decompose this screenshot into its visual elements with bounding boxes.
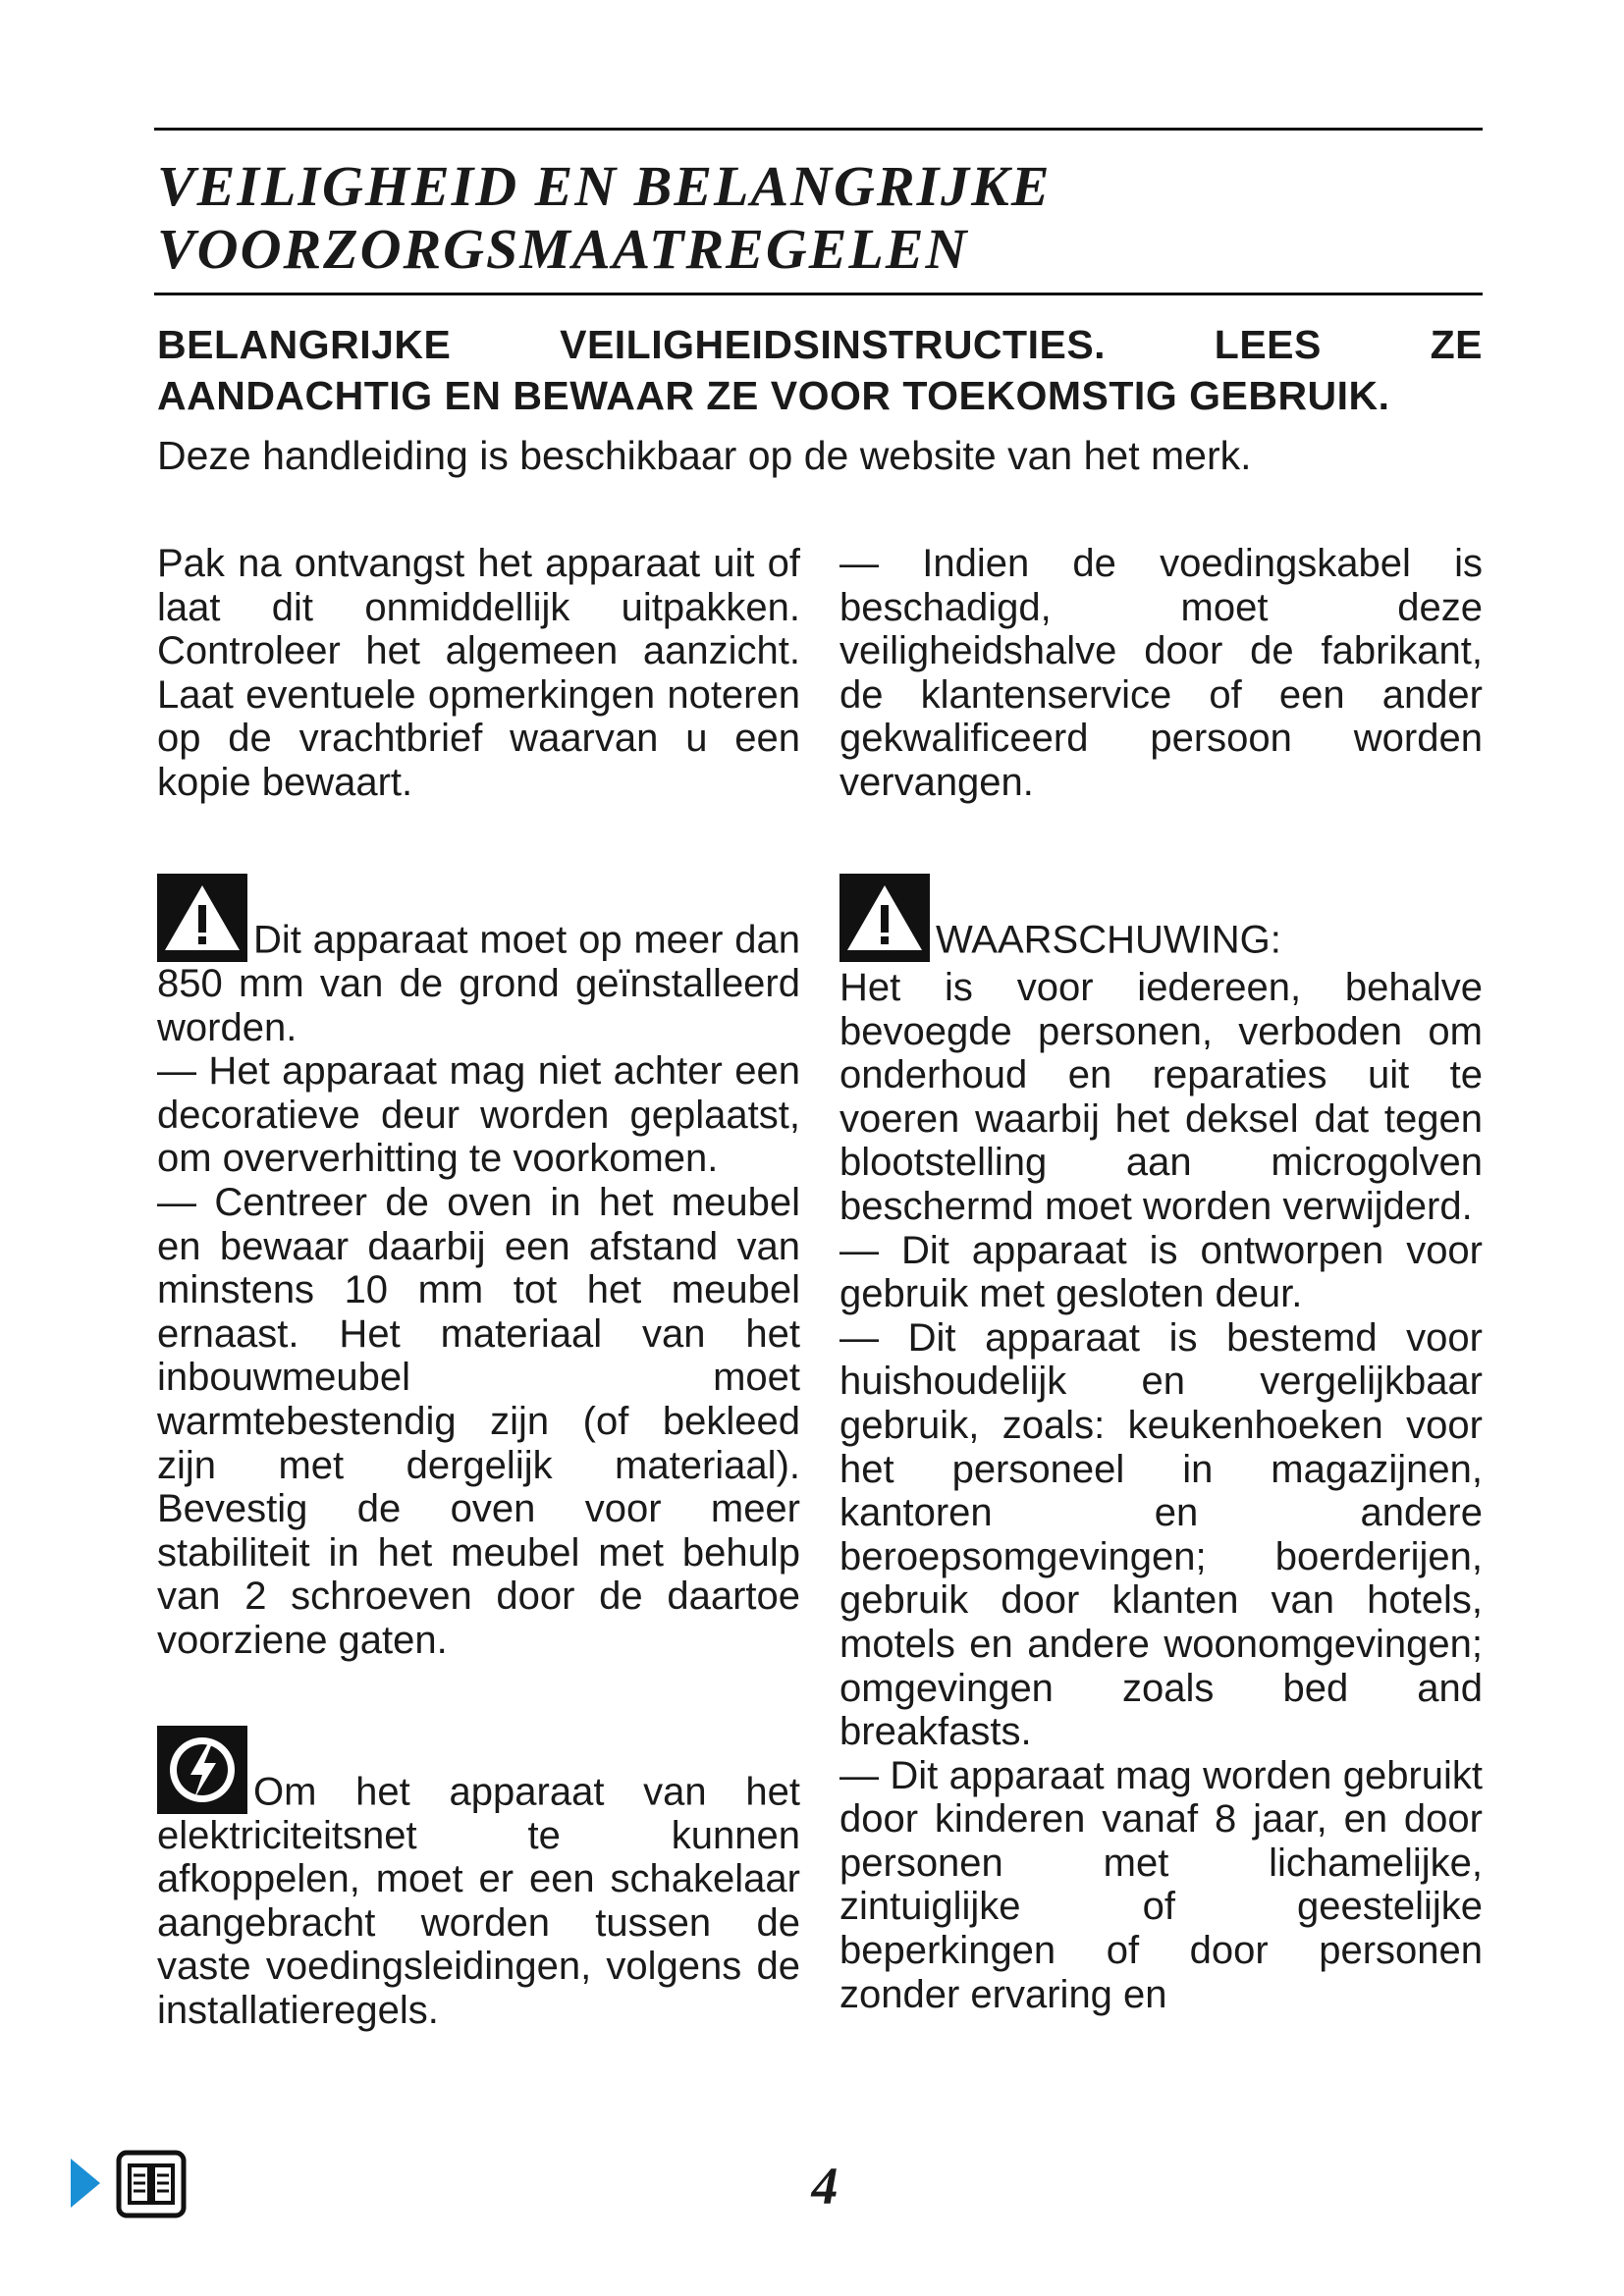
power-cable-text: — Indien de voedingskabel is beschadigd, moet deze veiligheidshalve door de fabrikant, de klantenservice of een ander gekwalificeerd persoon worden vervangen. bbox=[839, 542, 1483, 804]
decorative-door-text: — Het apparaat mag niet achter een decoratieve deur worden geplaatst, om oververhitting te voorkomen. bbox=[157, 1049, 800, 1181]
title-line-1: VEILIGHEID EN BELANGRIJKE bbox=[157, 154, 1052, 218]
right-warning-section bbox=[839, 874, 1483, 2016]
subheading-line-1: BELANGRIJKE VEILIGHEIDSINSTRUCTIES. LEES ZE bbox=[157, 322, 1483, 367]
children-text: — Dit apparaat mag worden gebruikt door kinderen vanaf 8 jaar, en door personen met lichamelijke, zintuiglijke of geestelijke beperkingen of door personen zonder ervaring en bbox=[839, 1753, 1483, 2016]
warning-text: Het is voor iedereen, behalve bevoegde personen, verboden om onderhoud en reparaties uit te voeren waarbij het deksel dat tegen blootstelling aan microgolven beschermd moet worden verwijderd. bbox=[839, 966, 1483, 1228]
warning-triangle-icon bbox=[839, 874, 930, 962]
page-number: 4 bbox=[811, 2157, 839, 2216]
warning-triangle-icon bbox=[157, 874, 247, 962]
safety-subheading bbox=[157, 319, 1483, 421]
install-height-paragraph bbox=[157, 874, 800, 1049]
electric-hazard-icon bbox=[157, 1726, 247, 1814]
intro-text: Deze handleiding is beschikbaar op de website van het merk. bbox=[157, 433, 1252, 478]
top-rule bbox=[154, 128, 1483, 131]
install-height-text: Dit apparaat moet op meer dan 850 mm van de grond geïnstalleerd worden. bbox=[157, 918, 800, 1049]
warning-heading bbox=[839, 874, 1483, 962]
contents-book-icon[interactable] bbox=[116, 2150, 187, 2218]
center-oven-text: — Centreer de oven in het meubel en bewaar daarbij een afstand van minstens 10 mm tot het meubel ernaast. Het materiaal van het inbouwmeubel moet warmtebestendig zijn (of bekleed zijn met dergelijk materiaal). Bevestig de oven voor meer stabiliteit in het meubel met behulp van 2 schroeven door de daartoe voorziene gaten. bbox=[157, 1180, 800, 1662]
play-arrow-icon[interactable] bbox=[71, 2159, 100, 2208]
household-text: — Dit apparaat is bestemd voor huishoudelijk en vergelijkbaar gebruik, zoals: keukenhoeken voor het personeel in magazijnen, kantoren en andere beroepsomgevingen; boerderijen, gebruik door klanten van hotels, motels en andere woonomgevingen; omgevingen zoals bed and breakfasts. bbox=[839, 1315, 1483, 1754]
power-cable-paragraph bbox=[839, 542, 1483, 805]
subheading-line-2: AANDACHTIG EN BEWAAR ZE VOOR TOEKOMSTIG GEBRUIK. bbox=[157, 373, 1390, 418]
title-rule bbox=[154, 293, 1483, 295]
left-caution-section bbox=[157, 874, 800, 2032]
disconnect-text: Om het apparaat van het elektriciteitsnet te kunnen afkoppelen, moet er een schakelaar aangebracht worden tussen de vaste voedingsleidingen, volgens de installatieregels. bbox=[157, 1769, 800, 2032]
unpack-paragraph bbox=[157, 542, 800, 805]
warning-label: WAARSCHUWING: bbox=[936, 918, 1281, 962]
page-title bbox=[157, 155, 1473, 281]
unpack-text: Pak na ontvangst het apparaat uit of laat dit onmiddellijk uitpakken. Controleer het algemeen aanzicht. Laat eventuele opmerkingen noteren op de vrachtbrief waarvan u een kopie bewaart. bbox=[157, 542, 800, 804]
disconnect-paragraph bbox=[157, 1726, 800, 2033]
title-line-2: VOORZORGSMAATREGELEN bbox=[157, 217, 969, 281]
closed-door-text: — Dit apparaat is ontworpen voor gebruik met gesloten deur. bbox=[839, 1228, 1483, 1316]
